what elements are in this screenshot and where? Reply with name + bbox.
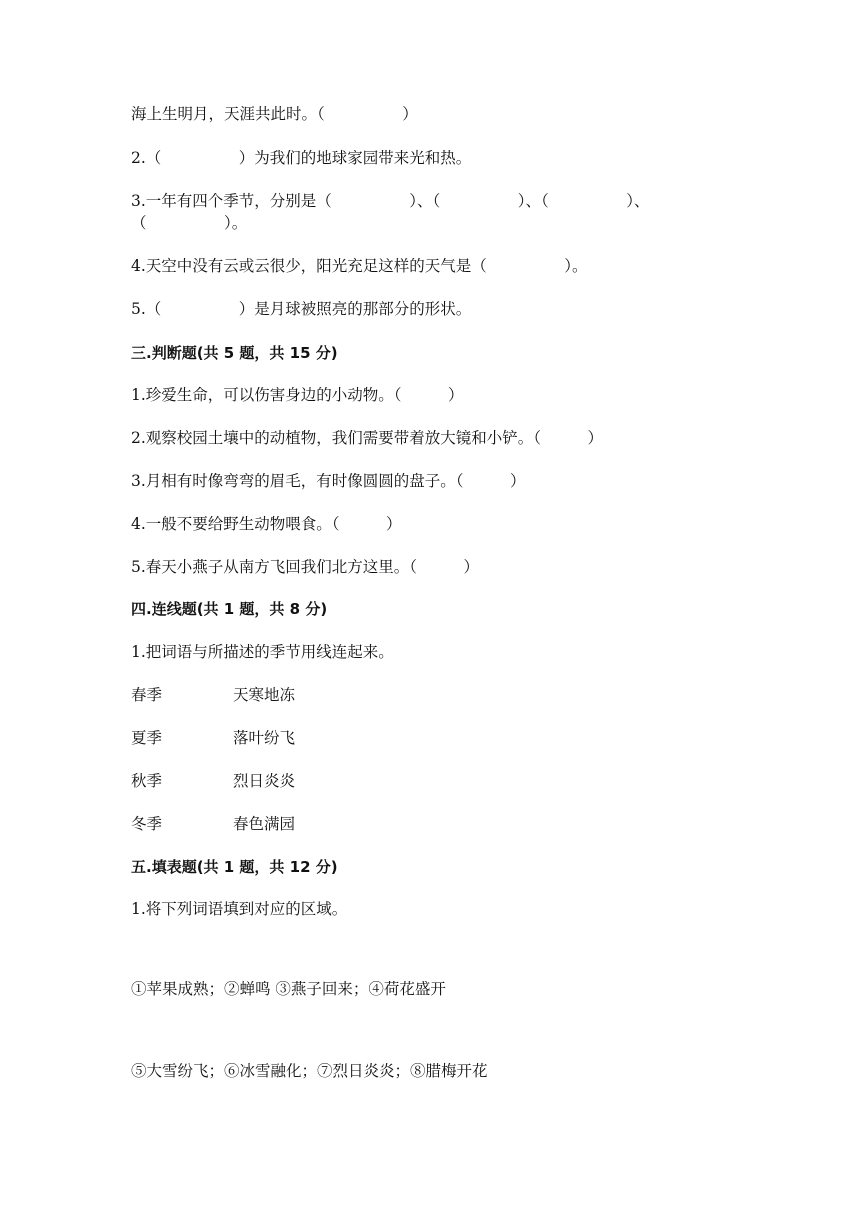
section5-heading: 五.填表题(共 1 题，共 12 分): [131, 858, 338, 876]
judge-q3: 3.月相有时像弯弯的眉毛，有时像圆圆的盘子。（ ）: [131, 472, 526, 490]
season-winter: 冬季: [131, 815, 163, 833]
section4-heading: 四.连线题(共 1 题，共 8 分): [131, 600, 328, 618]
desc-3: 烈日炎炎: [233, 772, 296, 790]
desc-4: 春色满园: [233, 815, 296, 833]
match-q1: 1.把词语与所描述的季节用线连起来。: [131, 643, 394, 661]
section3-heading: 三.判断题(共 5 题，共 15 分): [131, 344, 338, 362]
words-line2: ⑤大雪纷飞；⑥冰雪融化；⑦烈日炎炎；⑧腊梅开花: [131, 1062, 488, 1080]
fill-q3-line2: （ ）。: [131, 214, 248, 232]
season-summer: 夏季: [131, 729, 163, 747]
judge-q2: 2.观察校园土壤中的动植物，我们需要带着放大镜和小铲。（ ）: [131, 429, 604, 447]
season-autumn: 秋季: [131, 772, 163, 790]
season-spring: 春季: [131, 686, 163, 704]
judge-q1: 1.珍爱生命，可以伤害身边的小动物。（ ）: [131, 386, 464, 404]
desc-1: 天寒地冻: [233, 686, 296, 704]
fill-q2: 2.（ ）为我们的地球家园带来光和热。: [131, 149, 472, 167]
fill-q3-line1: 3.一年有四个季节，分别是（ ）、（ ）、（ ）、: [131, 192, 650, 210]
fill-q5: 5.（ ）是月球被照亮的那部分的形状。: [131, 300, 472, 318]
table-q1: 1.将下列词语填到对应的区域。: [131, 900, 348, 918]
fill-q4: 4.天空中没有云或云很少，阳光充足这样的天气是（ ）。: [131, 257, 588, 275]
words-line1: ①苹果成熟；②蝉鸣 ③燕子回来；④荷花盛开: [131, 980, 446, 998]
judge-q5: 5.春天小燕子从南方飞回我们北方这里。（ ）: [131, 558, 480, 576]
judge-q4: 4.一般不要给野生动物喂食。（ ）: [131, 515, 402, 533]
desc-2: 落叶纷飞: [233, 729, 296, 747]
poem-line: 海上生明月，天涯共此时。（ ）: [131, 105, 418, 123]
